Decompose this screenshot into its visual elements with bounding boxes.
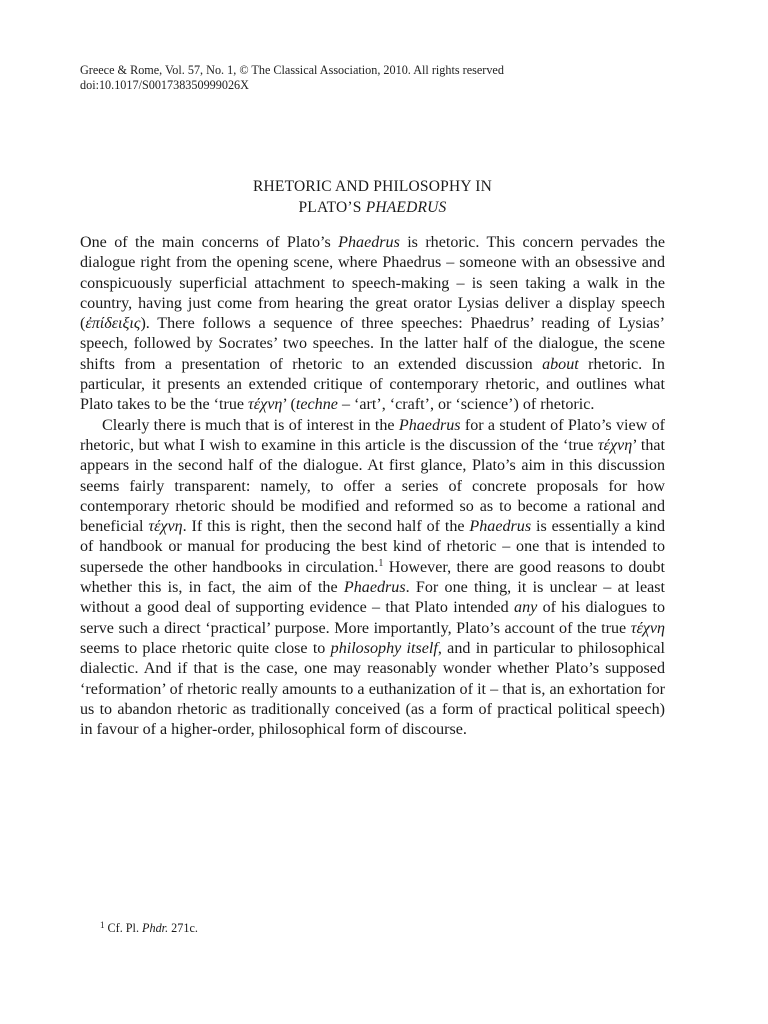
italic-text: Phaedrus [469,518,532,536]
footnote [100,921,660,936]
italic-text: τέχνη [148,518,183,536]
doi-line: doi:10.1017/S001738350999026X [80,78,249,92]
italic-text: τέχνη [248,396,283,414]
italic-text: Phaedrus [343,579,406,597]
text-segment: . For one thing, it is unclear – at least without a good deal of supporting evidence – that Plato intended [80,579,666,617]
text-segment: Clearly there is much that is of interest in the [102,416,399,434]
paragraph [80,416,665,741]
title-italic: PHAEDRUS [365,199,447,216]
italic-text: philosophy itself [330,639,438,657]
text-segment: is essentially a kind of handbook or manual for producing the best kind of rhetoric – one that is intended to supersede the other handbooks in circulation. [80,518,665,576]
title-prefix: PLATO’S [298,199,366,216]
italic-text: Phaedrus [398,416,461,434]
text-segment: , and in particular to philosophical dialectic. And if that is the case, one may reasonably wonder whether Plato’s supposed ‘reformation’ of rhetoric really amounts to a euthanization of it – that is, an exhortation for us to abandon rhetoric as traditionally conceived (as a form of practical political speech) in favour of a higher-order, philosophical form of discourse. [80,639,665,739]
text-segment: rhetoric. In particular, it presents an extended critique of contemporary rhetoric, and outlines what Plato takes to be the ‘true [80,355,665,414]
italic-text: τέχνη [630,619,665,637]
text-segment: is rhetoric. This concern pervades the dialogue right from the opening scene, where Phaedrus – someone with an obsessive and conspicuously superficial attachment to speech-making – is seen taking a walk in the country, having just come from hearing the great orator Lysias deliver a display speech ( [80,234,666,333]
title-line-2 [80,197,665,218]
footnote-ref: 1 [378,557,384,569]
journal-header [80,63,700,93]
text-segment: . If this is right, then the second half of the [182,518,470,536]
text-segment: seems to place rhetoric quite close to [80,639,331,657]
text-segment: of his dialogues to serve such a direct ‘practical’ purpose. More importantly, Plato’s account of the true [80,599,665,637]
text-segment: – ‘art’, ‘craft’, or ‘science’) of rhetoric. [337,396,595,414]
italic-text: any [514,599,538,617]
title-line-1: RHETORIC AND PHILOSOPHY IN [252,178,492,195]
footnote-italic: Phdr. [142,921,169,935]
italic-text: Phaedrus [338,234,400,251]
italic-text: techne [295,396,338,414]
text-segment: ’ ( [282,396,296,414]
footnote-prefix: Cf. Pl. [107,921,143,935]
text-segment: for a student of Plato’s view of rhetoric, but what I wish to examine in this article is the discussion of the ‘true [80,416,665,454]
text-segment: However, there are good reasons to doubt whether this is, in fact, the aim of the [80,558,665,597]
article-body [80,233,665,740]
citation-line: Greece & Rome, Vol. 57, No. 1, © The Classical Association, 2010. All rights reserved [80,63,504,77]
footnote-number: 1 [100,920,105,930]
text-segment: One of the main concerns of Plato’s [80,234,339,251]
paragraph [80,233,665,416]
italic-text: about [542,355,579,373]
italic-text: ἐπίδειξις [85,315,141,333]
text-segment: ). There follows a sequence of three speeches: Phaedrus’ reading of Lysias’ speech, followed by Socrates’ two speeches. In the latter half of the dialogue, the scene shifts from a presentation of rhetoric to an extended discussion [80,315,665,373]
text-segment: ’ that appears in the second half of the dialogue. At first glance, Plato’s aim in this discussion seems fairly transparent: namely, to offer a series of concrete proposals for how contemporary rhetoric should be modified and reformed so as to become a rational and beneficial [80,436,666,536]
italic-text: τέχνη [597,436,633,454]
article-title [80,176,665,218]
footnote-suffix: 271c. [168,921,198,935]
